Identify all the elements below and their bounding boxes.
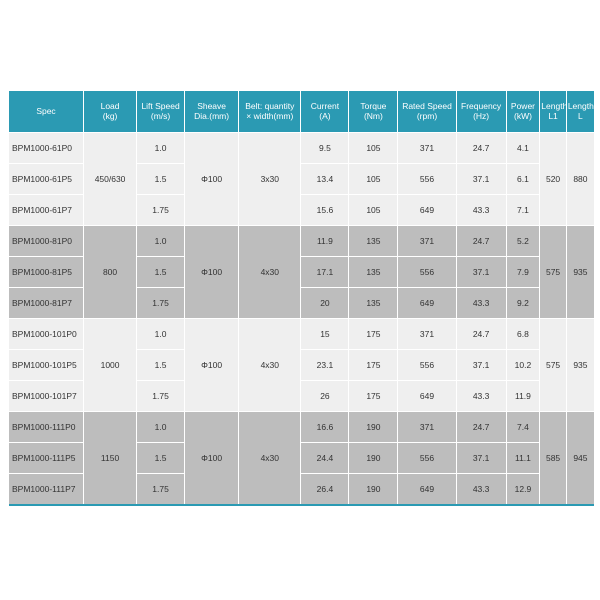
col-header-spec: Spec (9, 91, 84, 133)
current-cell: 26 (301, 381, 349, 412)
lift-speed-cell: 1.0 (137, 226, 185, 257)
table-footer (9, 504, 594, 506)
lift-speed-cell: 1.75 (137, 195, 185, 226)
rated-speed-cell: 371 (398, 319, 456, 350)
lift-speed-cell: 1.75 (137, 288, 185, 319)
rated-speed-cell: 556 (398, 350, 456, 381)
current-cell: 11.9 (301, 226, 349, 257)
torque-cell: 175 (349, 381, 398, 412)
model-group-81 (9, 226, 594, 319)
rated-speed-cell: 649 (398, 381, 456, 412)
rated-speed-cell: 556 (398, 443, 456, 474)
length-l-cell: 935 (566, 319, 594, 412)
current-cell: 23.1 (301, 350, 349, 381)
load-cell: 1000 (84, 319, 137, 412)
lift-speed-cell: 1.0 (137, 412, 185, 443)
torque-cell: 190 (349, 412, 398, 443)
rated-speed-cell: 649 (398, 288, 456, 319)
current-cell: 15 (301, 319, 349, 350)
table-header (9, 91, 594, 133)
rated-speed-cell: 371 (398, 133, 456, 164)
model-group-61 (9, 133, 594, 226)
lift-speed-cell: 1.75 (137, 381, 185, 412)
frequency-cell: 24.7 (456, 412, 506, 443)
torque-cell: 190 (349, 474, 398, 505)
length-l-cell: 935 (566, 226, 594, 319)
model-group-101 (9, 319, 594, 412)
lift-speed-cell: 1.0 (137, 133, 185, 164)
length-l1-cell: 575 (540, 226, 567, 319)
table-row (9, 226, 594, 257)
length-l1-cell: 585 (540, 412, 567, 505)
frequency-cell: 43.3 (456, 288, 506, 319)
spec-cell: BPM1000-111P0 (9, 412, 84, 443)
length-l-cell: 945 (566, 412, 594, 505)
power-cell: 6.1 (506, 164, 540, 195)
torque-cell: 135 (349, 226, 398, 257)
length-l-cell: 880 (566, 133, 594, 226)
frequency-cell: 43.3 (456, 381, 506, 412)
torque-cell: 105 (349, 133, 398, 164)
spec-cell: BPM1000-101P0 (9, 319, 84, 350)
sheave-cell: Φ100 (185, 133, 239, 226)
header-row (9, 91, 594, 133)
col-header-belt: Belt: quantity × width(mm) (239, 91, 301, 133)
rated-speed-cell: 371 (398, 412, 456, 443)
spec-cell: BPM1000-61P7 (9, 195, 84, 226)
spec-cell: BPM1000-81P5 (9, 257, 84, 288)
power-cell: 12.9 (506, 474, 540, 505)
belt-cell: 4x30 (239, 412, 301, 505)
belt-cell: 4x30 (239, 226, 301, 319)
power-cell: 11.9 (506, 381, 540, 412)
frequency-cell: 24.7 (456, 133, 506, 164)
power-cell: 7.4 (506, 412, 540, 443)
power-cell: 9.2 (506, 288, 540, 319)
col-header-lift-speed: Lift Speed (m/s) (137, 91, 185, 133)
power-cell: 10.2 (506, 350, 540, 381)
torque-cell: 175 (349, 319, 398, 350)
frequency-cell: 24.7 (456, 226, 506, 257)
frequency-cell: 43.3 (456, 195, 506, 226)
spec-cell: BPM1000-101P5 (9, 350, 84, 381)
lift-speed-cell: 1.0 (137, 319, 185, 350)
torque-cell: 135 (349, 288, 398, 319)
frequency-cell: 43.3 (456, 474, 506, 505)
rated-speed-cell: 649 (398, 195, 456, 226)
current-cell: 24.4 (301, 443, 349, 474)
lift-speed-cell: 1.5 (137, 164, 185, 195)
torque-cell: 105 (349, 195, 398, 226)
col-header-torque: Torque (Nm) (349, 91, 398, 133)
spec-cell: BPM1000-101P7 (9, 381, 84, 412)
load-cell: 1150 (84, 412, 137, 505)
lift-speed-cell: 1.5 (137, 350, 185, 381)
table-row (9, 319, 594, 350)
power-cell: 11.1 (506, 443, 540, 474)
rated-speed-cell: 556 (398, 164, 456, 195)
current-cell: 26.4 (301, 474, 349, 505)
torque-cell: 105 (349, 164, 398, 195)
model-group-111 (9, 412, 594, 505)
load-cell: 800 (84, 226, 137, 319)
rated-speed-cell: 556 (398, 257, 456, 288)
sheave-cell: Φ100 (185, 226, 239, 319)
power-cell: 4.1 (506, 133, 540, 164)
belt-cell: 4x30 (239, 319, 301, 412)
current-cell: 15.6 (301, 195, 349, 226)
col-header-load: Load (kg) (84, 91, 137, 133)
length-l1-cell: 520 (540, 133, 567, 226)
col-header-length-l: Length L (566, 91, 594, 133)
spec-cell: BPM1000-81P7 (9, 288, 84, 319)
current-cell: 13.4 (301, 164, 349, 195)
lift-speed-cell: 1.75 (137, 474, 185, 505)
table-row (9, 133, 594, 164)
rated-speed-cell: 649 (398, 474, 456, 505)
spec-cell: BPM1000-61P5 (9, 164, 84, 195)
lift-speed-cell: 1.5 (137, 257, 185, 288)
col-header-sheave-dia: Sheave Dia.(mm) (185, 91, 239, 133)
belt-cell: 3x30 (239, 133, 301, 226)
length-l1-cell: 575 (540, 319, 567, 412)
col-header-rated-speed: Rated Speed (rpm) (398, 91, 456, 133)
frequency-cell: 24.7 (456, 319, 506, 350)
spec-cell: BPM1000-61P0 (9, 133, 84, 164)
bottom-rule (9, 504, 594, 506)
frequency-cell: 37.1 (456, 257, 506, 288)
current-cell: 20 (301, 288, 349, 319)
power-cell: 7.9 (506, 257, 540, 288)
table-row (9, 412, 594, 443)
load-cell: 450/630 (84, 133, 137, 226)
frequency-cell: 37.1 (456, 350, 506, 381)
footer-rule (9, 504, 594, 506)
col-header-length-l1: Length L1 (540, 91, 567, 133)
frequency-cell: 37.1 (456, 443, 506, 474)
power-cell: 6.8 (506, 319, 540, 350)
current-cell: 16.6 (301, 412, 349, 443)
torque-cell: 175 (349, 350, 398, 381)
sheave-cell: Φ100 (185, 319, 239, 412)
power-cell: 5.2 (506, 226, 540, 257)
spec-table (9, 91, 594, 506)
frequency-cell: 37.1 (456, 164, 506, 195)
torque-cell: 135 (349, 257, 398, 288)
col-header-frequency: Frequency (Hz) (456, 91, 506, 133)
rated-speed-cell: 371 (398, 226, 456, 257)
spec-cell: BPM1000-81P0 (9, 226, 84, 257)
torque-cell: 190 (349, 443, 398, 474)
current-cell: 17.1 (301, 257, 349, 288)
current-cell: 9.5 (301, 133, 349, 164)
power-cell: 7.1 (506, 195, 540, 226)
spec-cell: BPM1000-111P7 (9, 474, 84, 505)
col-header-current: Current (A) (301, 91, 349, 133)
spec-cell: BPM1000-111P5 (9, 443, 84, 474)
sheave-cell: Φ100 (185, 412, 239, 505)
lift-speed-cell: 1.5 (137, 443, 185, 474)
col-header-power: Power (kW) (506, 91, 540, 133)
